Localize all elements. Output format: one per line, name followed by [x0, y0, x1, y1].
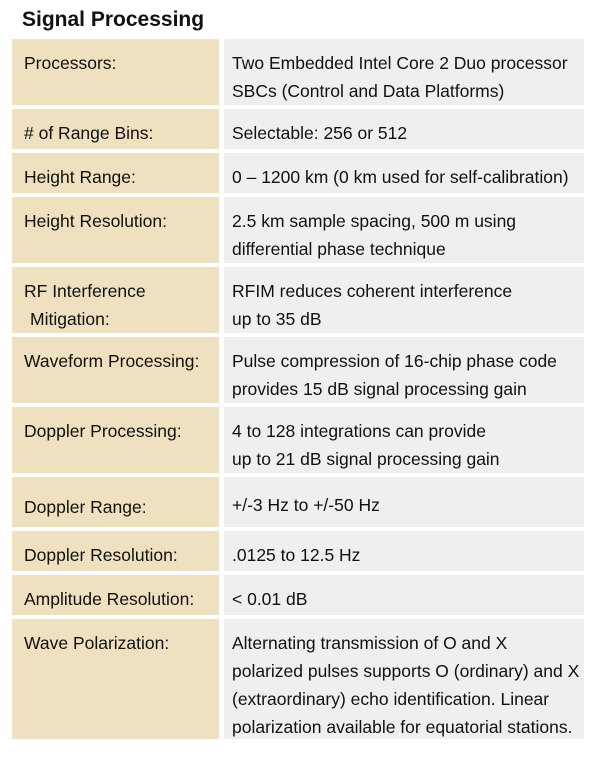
row-label [12, 337, 219, 403]
label-line: Height Resolution: [24, 211, 167, 231]
row-value [224, 575, 584, 615]
label-line: Waveform Processing: [24, 351, 200, 371]
label-line: Amplitude Resolution: [24, 589, 195, 609]
row-value [224, 477, 584, 527]
label-line: Doppler Processing: [24, 421, 182, 441]
value-line: Two Embedded Intel Core 2 Duo processor [232, 53, 568, 73]
value-line: RFIM reduces coherent interference [232, 281, 513, 301]
table-row [12, 477, 584, 527]
table-row [12, 531, 584, 571]
label-line: Processors: [24, 53, 117, 73]
row-label [12, 575, 219, 615]
row-label [12, 619, 219, 739]
value-line: up to 35 dB [232, 309, 322, 329]
label-line: Wave Polarization: [24, 633, 170, 653]
row-value [224, 619, 584, 739]
row-value [224, 109, 584, 149]
value-line: 2.5 km sample spacing, 500 m using [232, 211, 517, 231]
row-label [12, 477, 219, 527]
row-label [12, 39, 219, 105]
table-row [12, 619, 584, 739]
row-value [224, 153, 584, 193]
row-value [224, 337, 584, 403]
row-label [12, 153, 219, 193]
value-line: polarized pulses supports O (ordinary) and X [232, 661, 580, 681]
label-line: Height Range: [24, 167, 136, 187]
row-value [224, 39, 584, 105]
row-label [12, 531, 219, 571]
value-line: (extraordinary) echo identification. Linear [232, 689, 550, 709]
value-line: +/-3 Hz to +/-50 Hz [232, 495, 380, 515]
value-line: polarization available for equatorial stations. [232, 717, 573, 737]
row-label [12, 267, 219, 333]
row-value [224, 531, 584, 571]
row-value [224, 407, 584, 473]
table-row [12, 197, 584, 263]
value-line: Selectable: 256 or 512 [232, 123, 408, 143]
value-line: 4 to 128 integrations can provide [232, 421, 486, 441]
table-row [12, 153, 584, 193]
value-line: Pulse compression of 16-chip phase code [232, 351, 557, 371]
value-line: up to 21 dB signal processing gain [232, 449, 500, 469]
table-row [12, 109, 584, 149]
table-row [12, 575, 584, 615]
section-title: Signal Processing [22, 8, 205, 31]
table-row [12, 407, 584, 473]
spec-table [12, 39, 584, 739]
row-value [224, 267, 584, 333]
row-value [224, 197, 584, 263]
value-line: < 0.01 dB [232, 589, 308, 609]
value-line: provides 15 dB signal processing gain [232, 379, 527, 399]
value-line: 0 – 1200 km (0 km used for self-calibration) [232, 167, 569, 187]
table-row [12, 39, 584, 105]
label-line: # of Range Bins: [24, 123, 154, 143]
row-label [12, 109, 219, 149]
label-line: RF Interference [24, 281, 146, 301]
value-line: SBCs (Control and Data Platforms) [232, 81, 505, 101]
label-line: Doppler Range: [24, 497, 147, 517]
label-line: Mitigation: [30, 309, 110, 329]
value-line: differential phase technique [232, 239, 446, 259]
table-row [12, 267, 584, 333]
row-label [12, 407, 219, 473]
row-label [12, 197, 219, 263]
table-row [12, 337, 584, 403]
value-line: Alternating transmission of O and X [232, 633, 508, 653]
label-line: Doppler Resolution: [24, 545, 178, 565]
value-line: .0125 to 12.5 Hz [232, 545, 361, 565]
